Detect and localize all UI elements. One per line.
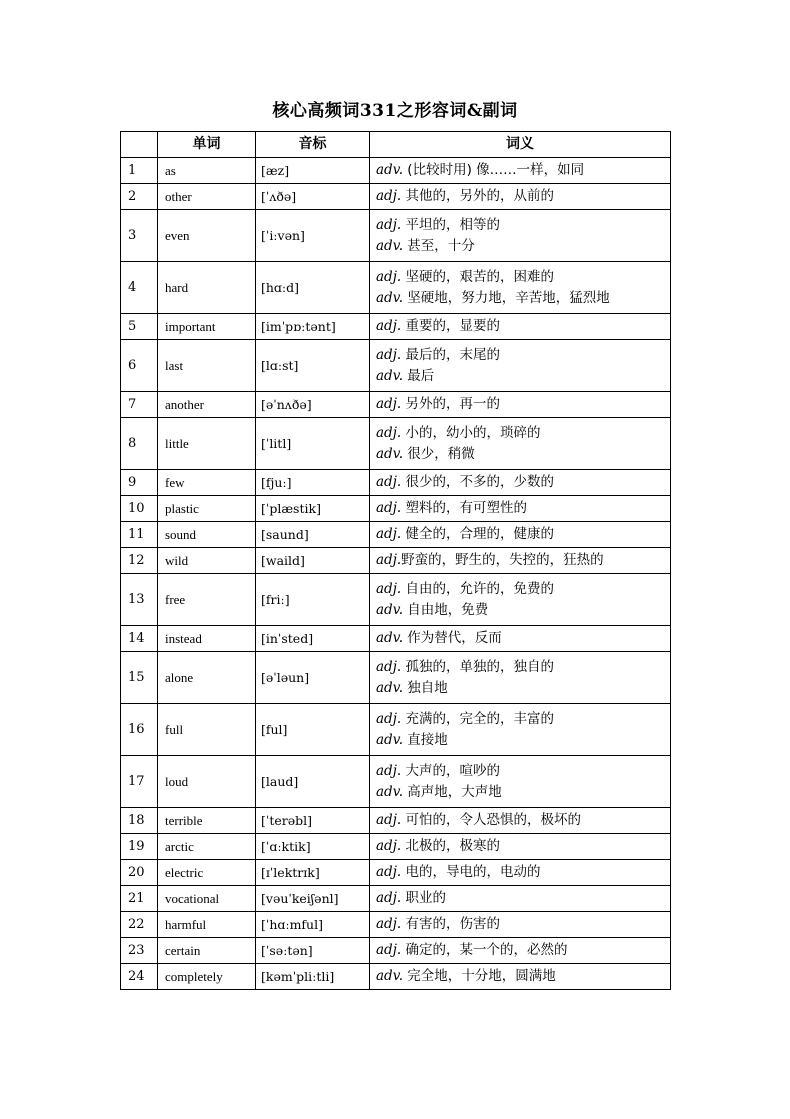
row-word: another <box>158 392 256 418</box>
part-of-speech: adj. <box>376 890 402 906</box>
row-number: 16 <box>121 704 158 756</box>
row-word: certain <box>158 938 256 964</box>
meaning-text: 很少，稍微 <box>403 445 475 462</box>
header-phonetic: 音标 <box>256 132 370 158</box>
meaning-text: 塑料的，有可塑性的 <box>401 500 527 516</box>
table-row <box>121 574 671 626</box>
row-word: free <box>158 574 256 626</box>
row-phonetic: [saund] <box>256 522 370 548</box>
table-row <box>121 808 671 834</box>
part-of-speech: adv. <box>376 367 404 384</box>
meaning-text: 健全的，合理的，健康的 <box>401 526 554 542</box>
row-number: 9 <box>121 470 158 496</box>
meaning-line <box>376 423 670 444</box>
meaning-text: 独自地 <box>403 679 448 696</box>
row-word: other <box>158 184 256 210</box>
meaning-text: 电的，导电的，电动的 <box>401 864 541 880</box>
header-word: 单词 <box>158 132 256 158</box>
meaning-text: 另外的，再一的 <box>401 396 500 412</box>
row-phonetic: [ˈhɑːmful] <box>256 912 370 938</box>
row-number: 22 <box>121 912 158 938</box>
row-phonetic: [əˈləun] <box>256 652 370 704</box>
meaning-line <box>376 678 670 699</box>
part-of-speech: adv. <box>376 679 404 696</box>
row-word: last <box>158 340 256 392</box>
row-number: 7 <box>121 392 158 418</box>
row-meaning <box>370 340 671 392</box>
row-phonetic: [friː] <box>256 574 370 626</box>
table-row <box>121 392 671 418</box>
row-meaning <box>370 626 671 652</box>
header-meaning: 词义 <box>370 132 671 158</box>
row-phonetic: [əˈnʌðə] <box>256 392 370 418</box>
table-row <box>121 964 671 990</box>
row-meaning <box>370 418 671 470</box>
row-meaning <box>370 262 671 314</box>
meaning-text: 完全地，十分地，圆满地 <box>403 968 556 984</box>
meaning-text: 职业的 <box>401 890 446 906</box>
row-meaning <box>370 652 671 704</box>
row-number: 18 <box>121 808 158 834</box>
meaning-line <box>376 730 670 751</box>
row-phonetic: [hɑːd] <box>256 262 370 314</box>
row-meaning <box>370 210 671 262</box>
row-word: terrible <box>158 808 256 834</box>
row-meaning <box>370 704 671 756</box>
meaning-text: 有害的，伤害的 <box>401 916 500 932</box>
meaning-text: 大声的，喧吵的 <box>401 762 500 779</box>
row-number: 1 <box>121 158 158 184</box>
meaning-line <box>376 550 670 571</box>
meaning-text: 作为替代，反而 <box>403 630 502 646</box>
meaning-line <box>376 444 670 465</box>
row-word: loud <box>158 756 256 808</box>
part-of-speech: adj. <box>376 812 402 828</box>
row-meaning <box>370 548 671 574</box>
row-word: completely <box>158 964 256 990</box>
table-row <box>121 210 671 262</box>
row-number: 24 <box>121 964 158 990</box>
row-phonetic: [fjuː] <box>256 470 370 496</box>
meaning-line <box>376 862 670 883</box>
part-of-speech: adj. <box>376 942 402 958</box>
row-phonetic: [laud] <box>256 756 370 808</box>
table-row <box>121 704 671 756</box>
table-row <box>121 262 671 314</box>
meaning-line <box>376 160 670 181</box>
meaning-line <box>376 579 670 600</box>
meaning-line <box>376 267 670 288</box>
part-of-speech: adj. <box>376 762 402 779</box>
row-number: 17 <box>121 756 158 808</box>
meaning-line <box>376 236 670 257</box>
meaning-text: 很少的，不多的，少数的 <box>401 474 554 490</box>
meaning-line <box>376 888 670 909</box>
meaning-line <box>376 810 670 831</box>
meaning-line <box>376 498 670 519</box>
row-meaning <box>370 574 671 626</box>
part-of-speech: adv. <box>376 731 404 748</box>
row-word: plastic <box>158 496 256 522</box>
part-of-speech: adj. <box>376 216 402 233</box>
row-number: 11 <box>121 522 158 548</box>
meaning-text: 其他的，另外的，从前的 <box>401 188 554 204</box>
meaning-text: 甚至，十分 <box>403 237 475 254</box>
part-of-speech: adv. <box>376 783 404 800</box>
part-of-speech: adj. <box>376 552 402 568</box>
part-of-speech: adv. <box>376 162 404 178</box>
row-phonetic: [ˈplæstik] <box>256 496 370 522</box>
table-row <box>121 834 671 860</box>
table-row <box>121 886 671 912</box>
row-phonetic: [ɪˈlektrɪk] <box>256 860 370 886</box>
row-word: electric <box>158 860 256 886</box>
meaning-text: 自由地，免费 <box>403 601 489 618</box>
row-word: full <box>158 704 256 756</box>
meaning-line <box>376 709 670 730</box>
table-row <box>121 158 671 184</box>
row-meaning <box>370 834 671 860</box>
row-meaning <box>370 522 671 548</box>
meaning-text: 最后的，末尾的 <box>401 346 500 363</box>
table-row <box>121 470 671 496</box>
row-phonetic: [ˈʌðə] <box>256 184 370 210</box>
meaning-text: 坚硬地，努力地，辛苦地，猛烈地 <box>403 289 610 306</box>
part-of-speech: adv. <box>376 445 404 462</box>
header-number <box>121 132 158 158</box>
row-meaning <box>370 860 671 886</box>
row-phonetic: [ful] <box>256 704 370 756</box>
meaning-line <box>376 628 670 649</box>
row-number: 4 <box>121 262 158 314</box>
page-title: 核心高频词331之形容词&副词 <box>272 101 518 121</box>
part-of-speech: adv. <box>376 601 404 618</box>
part-of-speech: adj. <box>376 710 402 727</box>
meaning-line <box>376 761 670 782</box>
row-phonetic: [inˈsted] <box>256 626 370 652</box>
meaning-text: 重要的，显要的 <box>401 318 500 334</box>
meaning-line <box>376 836 670 857</box>
part-of-speech: adj. <box>376 658 402 675</box>
part-of-speech: adj. <box>376 500 402 516</box>
table-row <box>121 626 671 652</box>
row-number: 15 <box>121 652 158 704</box>
row-number: 12 <box>121 548 158 574</box>
row-meaning <box>370 496 671 522</box>
part-of-speech: adj. <box>376 916 402 932</box>
row-phonetic: [waild] <box>256 548 370 574</box>
part-of-speech: adj. <box>376 188 402 204</box>
part-of-speech: adj. <box>376 474 402 490</box>
row-phonetic: [ˈiːvən] <box>256 210 370 262</box>
part-of-speech: adj. <box>376 318 402 334</box>
row-word: harmful <box>158 912 256 938</box>
row-number: 10 <box>121 496 158 522</box>
table-row <box>121 860 671 886</box>
row-word: alone <box>158 652 256 704</box>
row-number: 6 <box>121 340 158 392</box>
meaning-text: 最后 <box>403 367 435 384</box>
table-row <box>121 184 671 210</box>
meaning-text: 野蛮的，野生的，失控的，狂热的 <box>401 552 604 568</box>
row-word: hard <box>158 262 256 314</box>
meaning-text: 北极的，极寒的 <box>401 838 500 854</box>
table-row <box>121 652 671 704</box>
meaning-line <box>376 472 670 493</box>
row-word: instead <box>158 626 256 652</box>
meaning-text: 孤独的，单独的，独自的 <box>401 658 554 675</box>
part-of-speech: adj. <box>376 580 402 597</box>
table-body <box>121 158 671 990</box>
row-number: 14 <box>121 626 158 652</box>
row-meaning <box>370 158 671 184</box>
part-of-speech: adj. <box>376 864 402 880</box>
meaning-line <box>376 782 670 803</box>
row-word: vocational <box>158 886 256 912</box>
row-number: 21 <box>121 886 158 912</box>
row-word: wild <box>158 548 256 574</box>
row-phonetic: [lɑːst] <box>256 340 370 392</box>
vocabulary-table <box>120 131 671 990</box>
part-of-speech: adj. <box>376 346 402 363</box>
meaning-line <box>376 394 670 415</box>
row-meaning <box>370 808 671 834</box>
row-number: 23 <box>121 938 158 964</box>
row-phonetic: [vəuˈkeiʃənl] <box>256 886 370 912</box>
row-word: as <box>158 158 256 184</box>
row-number: 3 <box>121 210 158 262</box>
meaning-text: 高声地，大声地 <box>403 783 502 800</box>
part-of-speech: adv. <box>376 968 404 984</box>
meaning-text: (比较时用) 像……一样，如同 <box>403 162 585 178</box>
meaning-text: 自由的，允许的，免费的 <box>401 580 554 597</box>
meaning-line <box>376 600 670 621</box>
row-phonetic: [ˈterəbl] <box>256 808 370 834</box>
row-word: little <box>158 418 256 470</box>
row-number: 19 <box>121 834 158 860</box>
row-meaning <box>370 184 671 210</box>
row-number: 8 <box>121 418 158 470</box>
row-meaning <box>370 912 671 938</box>
part-of-speech: adj. <box>376 526 402 542</box>
meaning-line <box>376 524 670 545</box>
row-number: 2 <box>121 184 158 210</box>
meaning-line <box>376 186 670 207</box>
meaning-line <box>376 914 670 935</box>
row-number: 5 <box>121 314 158 340</box>
meaning-line <box>376 215 670 236</box>
table-row <box>121 418 671 470</box>
table-row <box>121 548 671 574</box>
row-phonetic: [ˈlitl] <box>256 418 370 470</box>
table-row <box>121 938 671 964</box>
meaning-text: 小的，幼小的，琐碎的 <box>401 424 541 441</box>
row-phonetic: [æz] <box>256 158 370 184</box>
meaning-text: 确定的，某一个的，必然的 <box>401 942 568 958</box>
table-row <box>121 340 671 392</box>
table-row <box>121 522 671 548</box>
table-row <box>121 314 671 340</box>
meaning-text: 可怕的，令人恐惧的，极坏的 <box>401 812 581 828</box>
row-phonetic: [imˈpɒːtənt] <box>256 314 370 340</box>
table-row <box>121 756 671 808</box>
meaning-text: 平坦的，相等的 <box>401 216 500 233</box>
row-number: 20 <box>121 860 158 886</box>
meaning-line <box>376 657 670 678</box>
meaning-line <box>376 940 670 961</box>
row-meaning <box>370 886 671 912</box>
row-word: arctic <box>158 834 256 860</box>
row-meaning <box>370 470 671 496</box>
row-word: few <box>158 470 256 496</box>
table-row <box>121 912 671 938</box>
meaning-line <box>376 288 670 309</box>
row-word: important <box>158 314 256 340</box>
part-of-speech: adv. <box>376 289 404 306</box>
row-word: sound <box>158 522 256 548</box>
meaning-line <box>376 316 670 337</box>
part-of-speech: adj. <box>376 396 402 412</box>
table-row <box>121 496 671 522</box>
row-meaning <box>370 756 671 808</box>
meaning-line <box>376 966 670 987</box>
row-meaning <box>370 964 671 990</box>
row-meaning <box>370 392 671 418</box>
part-of-speech: adj. <box>376 424 402 441</box>
meaning-text: 坚硬的，艰苦的，困难的 <box>401 268 554 285</box>
part-of-speech: adv. <box>376 630 404 646</box>
table-header-row <box>121 132 671 158</box>
row-meaning <box>370 938 671 964</box>
row-phonetic: [ˈɑːktik] <box>256 834 370 860</box>
part-of-speech: adj. <box>376 268 402 285</box>
meaning-text: 直接地 <box>403 731 448 748</box>
row-meaning <box>370 314 671 340</box>
part-of-speech: adj. <box>376 838 402 854</box>
row-word: even <box>158 210 256 262</box>
meaning-line <box>376 345 670 366</box>
row-number: 13 <box>121 574 158 626</box>
part-of-speech: adv. <box>376 237 404 254</box>
row-phonetic: [ˈsəːtən] <box>256 938 370 964</box>
meaning-line <box>376 366 670 387</box>
row-phonetic: [kəmˈpliːtli] <box>256 964 370 990</box>
meaning-text: 充满的，完全的，丰富的 <box>401 710 554 727</box>
